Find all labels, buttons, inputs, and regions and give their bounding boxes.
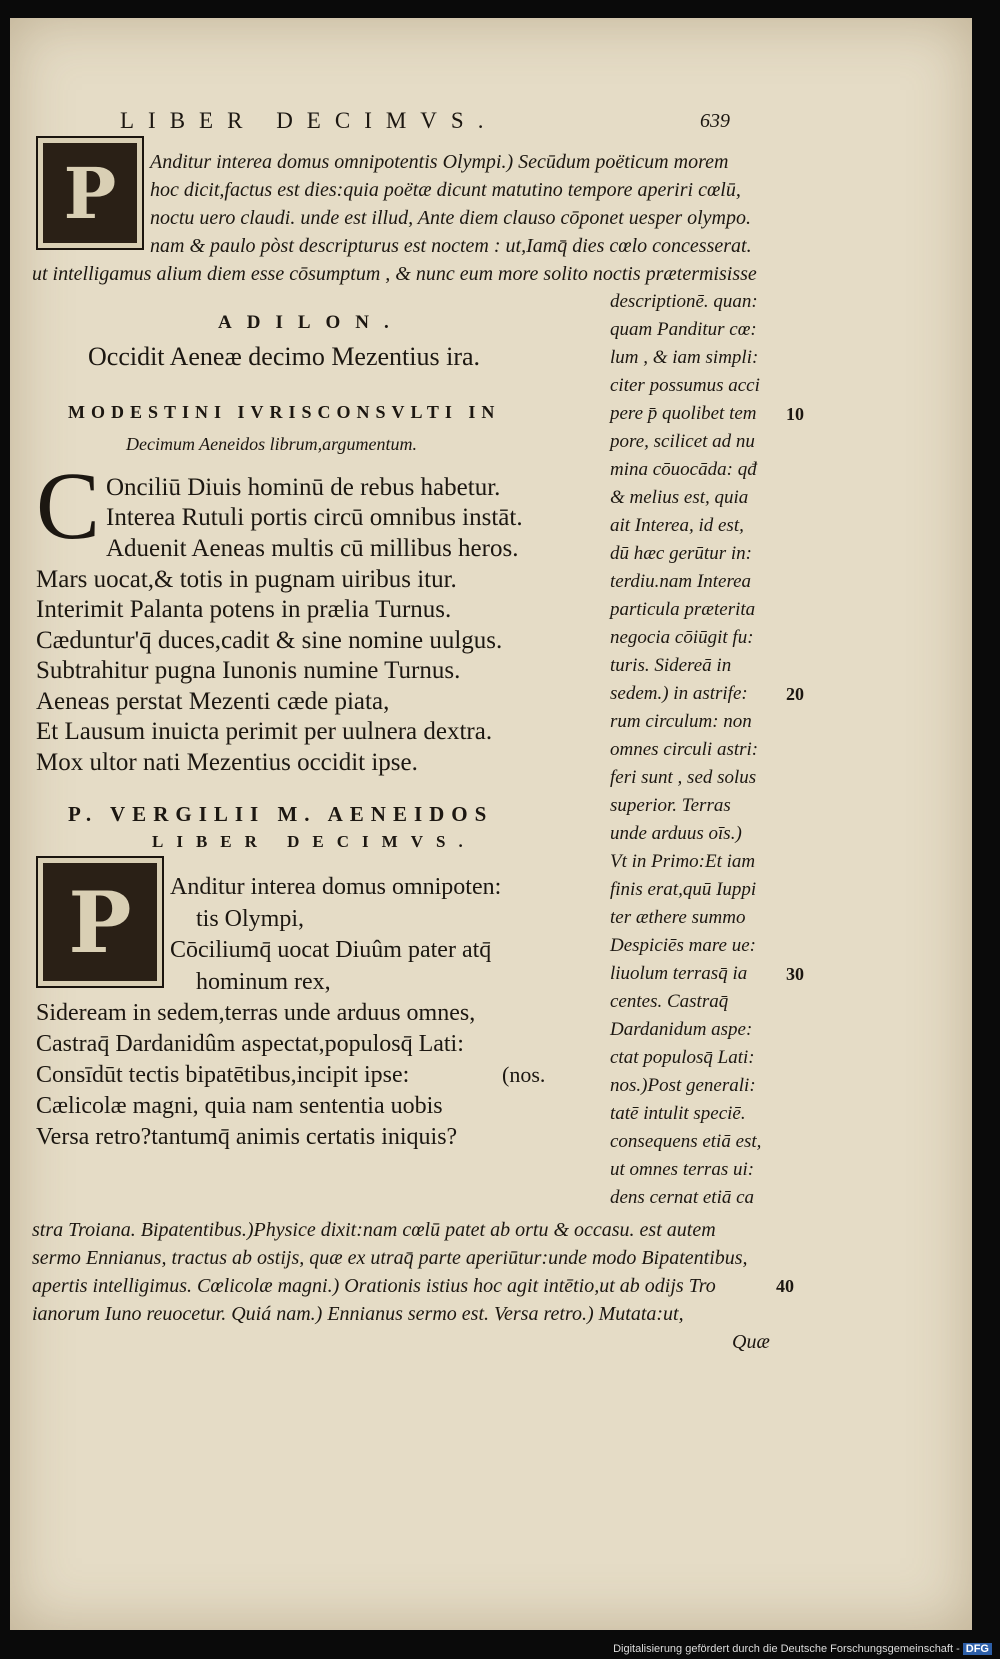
modestini-subheading: Decimum Aeneidos librum,argumentum.	[126, 434, 417, 454]
digitization-footer	[613, 1643, 992, 1655]
argumentum-line: Onciliū Diuis hominū de rebus habetur.	[106, 474, 501, 501]
running-header: LIBER DECIMVS.	[120, 108, 498, 133]
line-number: 40	[776, 1276, 794, 1296]
aeneid-line: Consīdūt tectis bipatētibus,incipit ipse:	[36, 1062, 410, 1088]
margin-line: liuolum terrasq̄ ia	[610, 963, 748, 984]
margin-line: superior. Terras	[610, 795, 731, 816]
catchword: Quæ	[732, 1331, 770, 1353]
line-number: 10	[786, 404, 804, 424]
decorated-initial-top: P	[36, 136, 144, 250]
margin-line: pore, scilicet ad nu	[610, 431, 755, 452]
margin-line: sedem.) in astrife:	[610, 683, 748, 704]
footer-text: Digitalisierung gefördert durch die Deutsche Forschungsgemeinschaft -	[613, 1643, 960, 1655]
commentary-line: nam & paulo pòst descripturus est noctem : ut,Iamq̄ dies cœlo concesserat.	[150, 235, 752, 257]
margin-line: ait Interea, id est,	[610, 515, 744, 536]
vergil-subheading: LIBER DECIMVS.	[152, 832, 476, 851]
margin-line: nos.)Post generali:	[610, 1075, 756, 1096]
decorated-initial-second: P	[36, 856, 164, 988]
commentary-line: noctu uero claudi. unde est illud, Ante diem clauso cōponet uesper olympo.	[150, 207, 751, 229]
margin-line: rum circulum: non	[610, 711, 752, 732]
line-number: 30	[786, 964, 804, 984]
margin-line: ctat populosq̄ Lati:	[610, 1047, 755, 1068]
margin-line: dens cernat etiā ca	[610, 1187, 755, 1208]
argumentum-line: Mox ultor nati Mezentius occidit ipse.	[36, 749, 418, 776]
argumentum-line: Mars uocat,& totis in pugnam uiribus itur.	[36, 566, 457, 593]
margin-line: mina cōuocāda: qđ	[610, 459, 757, 480]
margin-line: Vt in Primo:Et iam	[610, 851, 756, 872]
argumentum-line: Interimit Palanta potens in prælia Turnus.	[36, 596, 452, 623]
argumentum-line: Aeneas perstat Mezenti cæde piata,	[36, 688, 390, 715]
aeneid-line: hominum rex,	[196, 969, 331, 995]
margin-line: consequens etiā est,	[610, 1131, 762, 1152]
margin-line: lum , & iam simpli:	[610, 347, 759, 368]
aeneid-line: Versa retro?tantumq̄ animis certatis iniquis?	[36, 1124, 458, 1150]
margin-line: turis. Sidereā in	[610, 655, 732, 676]
line-number: 20	[786, 684, 804, 704]
margin-line: tatē intulit speciē.	[610, 1103, 746, 1124]
margin-line: ut omnes terras ui:	[610, 1159, 755, 1180]
argumentum-initial: C	[36, 452, 101, 559]
commentary-line: stra Troiana. Bipatentibus.)Physice dixit:nam cœlū patet ab ortu & occasu. est autem	[32, 1219, 716, 1241]
margin-line: centes. Castraq̄	[610, 991, 729, 1012]
commentary-line: apertis intelligimus. Cœlicolæ magni.) Orationis istius hoc agit intētio,ut ab odijs Tro	[32, 1275, 716, 1297]
modestini-heading: MODESTINI IVRISCONSVLTI IN	[68, 402, 501, 422]
commentary-line: ianorum Iuno reuocetur. Quiá nam.) Ennianus sermo est. Versa retro.) Mutata:ut,	[32, 1303, 684, 1325]
argumentum-line: Subtrahitur pugna Iunonis numine Turnus.	[36, 657, 461, 684]
argumentum-line: Interea Rutuli portis circū omnibus instāt.	[106, 504, 523, 531]
margin-line: Dardanidum aspe:	[610, 1019, 753, 1040]
margin-line: feri sunt , sed solus	[610, 767, 757, 788]
commentary-line: ut intelligamus alium diem esse cōsumptum , & nunc eum more solito noctis prætermisisse	[32, 263, 757, 285]
margin-line: negocia cōiūgit fu:	[610, 627, 754, 648]
adilon-heading: ADILON.	[218, 312, 404, 333]
commentary-line: Anditur interea domus omnipotentis Olympi.) Secūdum poëticum morem	[150, 151, 729, 173]
aeneid-line: Anditur interea domus omnipoten:	[170, 874, 502, 900]
commentary-line: hoc dicit,factus est dies:quia poëtæ dicunt matutino tempore aperiri cœlū,	[150, 179, 741, 201]
margin-line: citer possumus acci	[610, 375, 760, 396]
adilon-verse: Occidit Aeneæ decimo Mezentius ira.	[88, 342, 481, 371]
argumentum-line: Aduenit Aeneas multis cū millibus heros.	[106, 535, 519, 562]
aeneid-line: Cælicolæ magni, quia nam sententia uobis	[36, 1093, 443, 1119]
vergil-heading: P. VERGILII M. AENEIDOS	[68, 802, 494, 826]
commentary-line: sermo Ennianus, tractus ab ostijs, quæ ex utraq̄ parte aperiūtur:unde modo Bipatentibus,	[32, 1247, 748, 1269]
dfg-logo: DFG	[963, 1643, 992, 1655]
aeneid-line: Castraq̄ Dardanidûm aspectat,populosq̄ Lati:	[36, 1031, 464, 1057]
aeneid-line: Cōciliumq̄ uocat Diuûm pater atq̄	[170, 937, 492, 963]
margin-line: omnes circuli astri:	[610, 739, 759, 760]
margin-line: pere p̄ quolibet tem	[610, 403, 757, 424]
aeneid-line: Sideream in sedem,terras unde arduus omnes,	[36, 1000, 476, 1026]
margin-line: quam Panditur cœ:	[610, 319, 757, 340]
margin-line: Despiciēs mare ue:	[610, 935, 756, 956]
margin-line: ter æthere summo	[610, 907, 746, 928]
margin-line: terdiu.nam Interea	[610, 571, 752, 592]
argumentum-line: Et Lausum inuicta perimit per uulnera dextra.	[36, 718, 493, 745]
page-number: 639	[700, 110, 730, 132]
margin-line: descriptionē. quan:	[610, 291, 758, 312]
aeneid-line: tis Olympi,	[196, 906, 305, 932]
margin-line: unde arduus oīs.)	[610, 823, 742, 844]
argumentum-line: Cæduntur'q̄ duces,cadit & sine nomine uulgus.	[36, 627, 503, 654]
book-page	[10, 18, 972, 1630]
aeneid-line-overflow: (nos.	[502, 1062, 546, 1087]
margin-line: finis erat,quū Iuppi	[610, 879, 757, 900]
margin-line: particula præterita	[610, 599, 756, 620]
margin-line: & melius est, quia	[610, 487, 749, 508]
margin-line: dū hæc gerūtur in:	[610, 543, 752, 564]
